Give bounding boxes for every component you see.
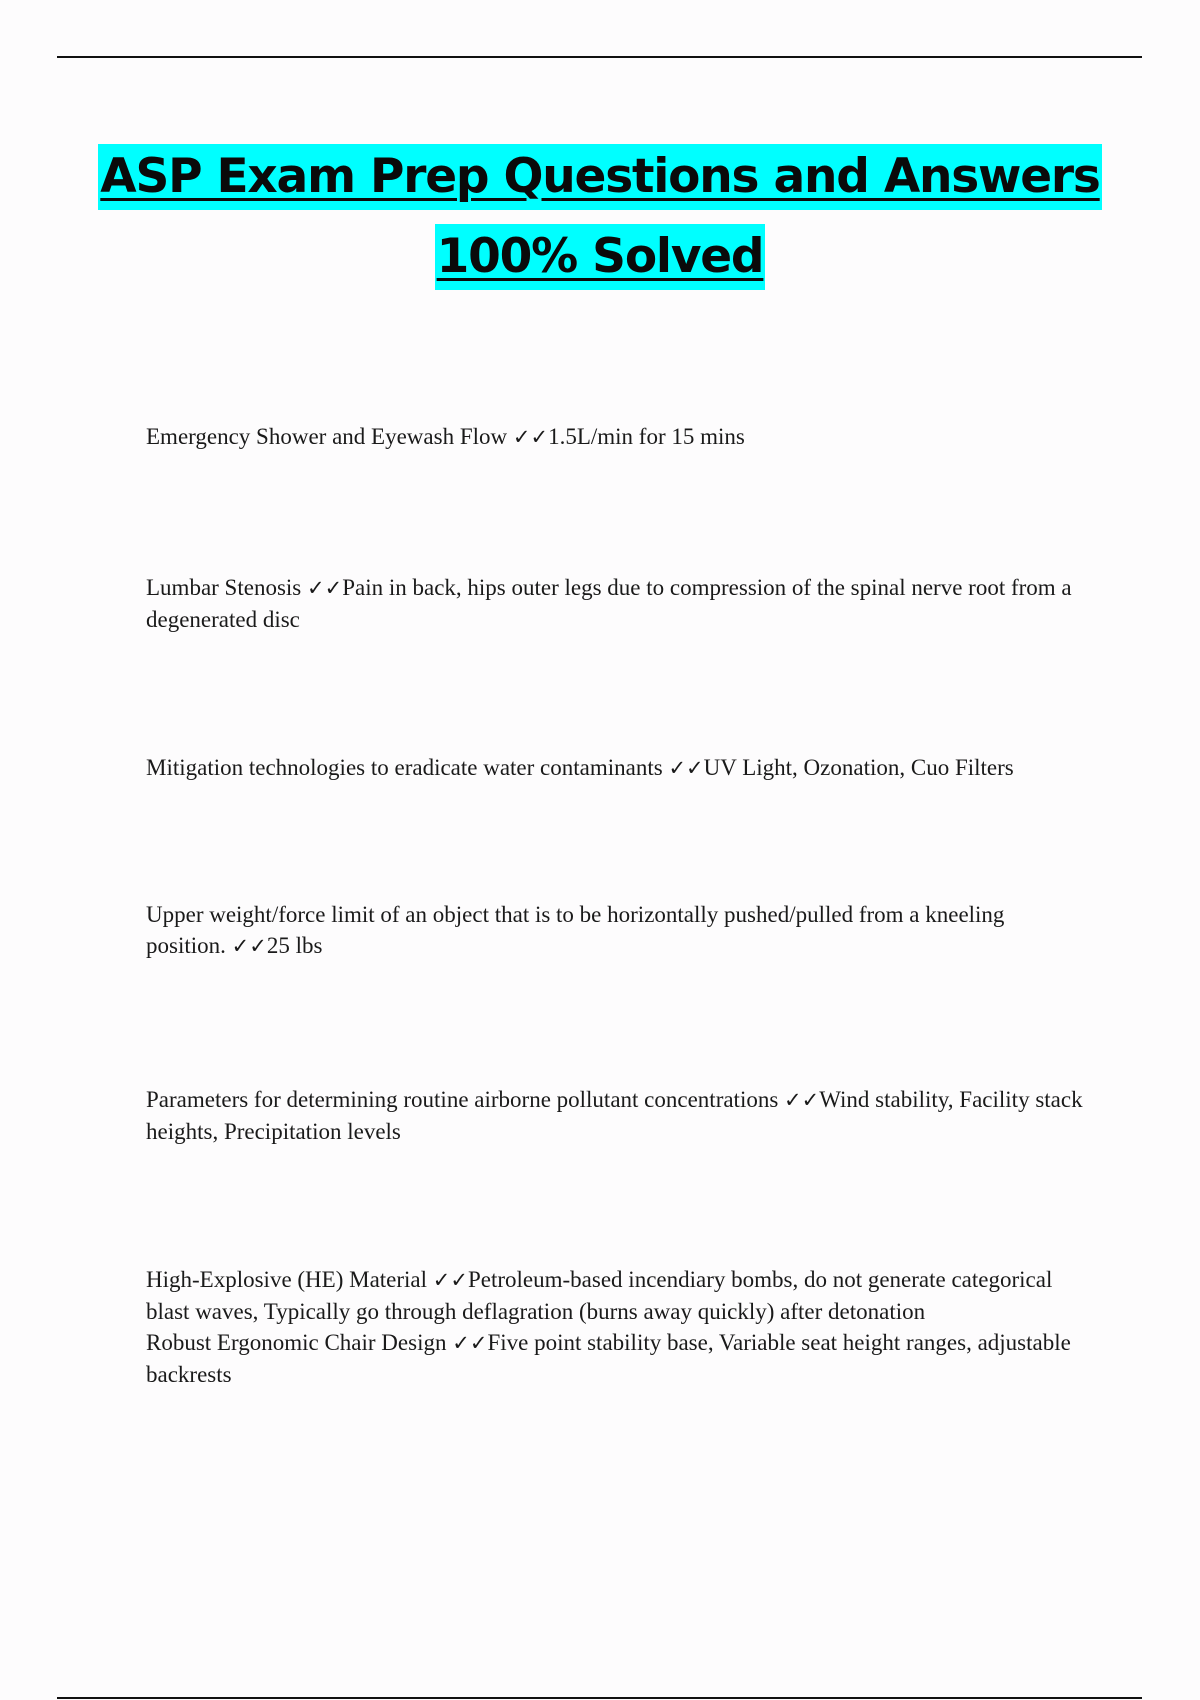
answer-text: 1.5L/min for 15 mins (548, 424, 745, 449)
question-term: Emergency Shower and Eyewash Flow (146, 424, 508, 449)
answer-text: Pain in back, hips outer legs due to compression of the spinal nerve root from a degenerated disc (146, 575, 1072, 632)
double-check-icon: ✓✓ (784, 1088, 820, 1112)
double-check-icon: ✓✓ (668, 756, 704, 780)
qa-entry (146, 1264, 1086, 1390)
answer-text: Five point stability base, Variable seat height ranges, adjustable backrests (146, 1330, 1071, 1387)
bottom-rule (57, 1697, 1142, 1699)
qa-entry (146, 421, 1086, 453)
double-check-icon: ✓✓ (512, 425, 549, 449)
title-line-2: 100% Solved (435, 224, 766, 290)
answer-text: UV Light, Ozonation, Cuo Filters (703, 755, 1014, 780)
top-rule (57, 56, 1142, 58)
double-check-icon: ✓✓ (432, 1268, 468, 1292)
question-term: High-Explosive (HE) Material (146, 1267, 428, 1292)
document-title (0, 144, 1200, 290)
qa-entry (146, 752, 1086, 784)
question-term: Robust Ergonomic Chair Design (146, 1330, 447, 1355)
qa-entry (146, 899, 1086, 962)
double-check-icon: ✓✓ (307, 576, 343, 600)
double-check-icon: ✓✓ (231, 934, 267, 958)
answer-text: 25 lbs (266, 933, 323, 958)
question-term: Upper weight/force limit of an object that is to be horizontally pushed/pulled from a kneeling position. (146, 902, 1005, 958)
question-term: Lumbar Stenosis (146, 575, 302, 600)
qa-entry (146, 572, 1086, 635)
question-term: Mitigation technologies to eradicate water contaminants (146, 755, 663, 780)
double-check-icon: ✓✓ (452, 1331, 488, 1355)
question-term: Parameters for determining routine airborne pollutant concentrations (146, 1087, 779, 1112)
title-line-1: ASP Exam Prep Questions and Answers (98, 144, 1101, 210)
qa-entry (146, 1084, 1086, 1147)
answer-text: Wind stability, Facility stack heights, Precipitation levels (146, 1087, 1083, 1144)
answer-text: Petroleum-based incendiary bombs, do not generate categorical blast waves, Typically go through deflagration (burns away quickly) after detonation (146, 1267, 1053, 1324)
